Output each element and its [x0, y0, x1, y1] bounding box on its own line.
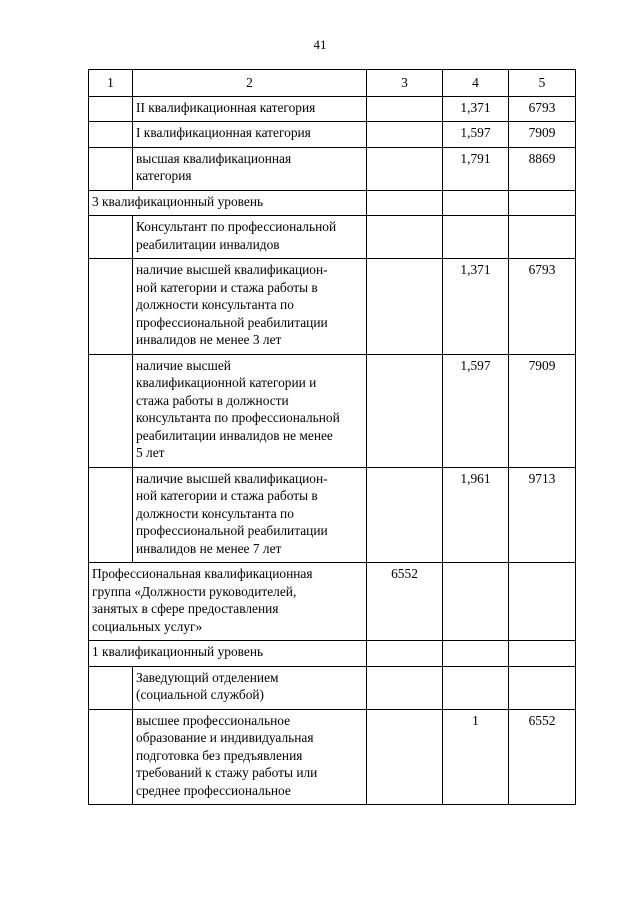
base-salary-cell — [367, 259, 443, 355]
coefficient-cell — [443, 216, 509, 259]
base-salary-cell: 6552 — [367, 563, 443, 641]
base-salary-cell — [367, 216, 443, 259]
empty-cell — [89, 467, 133, 563]
base-salary-cell — [367, 641, 443, 667]
empty-cell — [89, 259, 133, 355]
base-salary-cell — [367, 709, 443, 805]
table-group-row — [89, 190, 576, 216]
salary-cell — [509, 216, 576, 259]
coefficient-cell: 1,597 — [443, 354, 509, 467]
base-salary-cell — [367, 190, 443, 216]
page-number: 41 — [313, 37, 327, 52]
coefficient-cell — [443, 666, 509, 709]
salary-cell: 6793 — [509, 259, 576, 355]
coefficient-cell: 1,597 — [443, 122, 509, 148]
table-row — [89, 122, 576, 148]
table-group-row — [89, 641, 576, 667]
position-name-cell: I квалификационная категория — [133, 122, 367, 148]
header-cell-4: 4 — [443, 70, 509, 97]
table-row — [89, 147, 576, 190]
empty-cell — [89, 122, 133, 148]
position-name-cell: Консультант по профессиональной реабилитации инвалидов — [133, 216, 367, 259]
coefficient-cell — [443, 190, 509, 216]
position-name-cell: наличие высшей квалификацион- ной категории и стажа работы в должности консультанта по профессиональной реабилитации инвалидов не менее 7 лет — [133, 467, 367, 563]
table-group-row — [89, 563, 576, 641]
header-cell-5: 5 — [509, 70, 576, 97]
header-cell-1: 1 — [89, 70, 133, 97]
header-cell-2: 2 — [133, 70, 367, 97]
group-name-cell: 1 квалификационный уровень — [89, 641, 367, 667]
position-name-cell: II квалификационная категория — [133, 96, 367, 122]
position-name-cell: высшее профессиональное образование и индивидуальная подготовка без предъявления требований к стажу работы или среднее профессиональное — [133, 709, 367, 805]
coefficient-cell — [443, 563, 509, 641]
group-name-cell: Профессиональная квалификационная группа «Должности руководителей, занятых в сфере предоставления социальных услуг» — [89, 563, 367, 641]
salary-cell — [509, 666, 576, 709]
salary-cell — [509, 641, 576, 667]
salary-cell: 8869 — [509, 147, 576, 190]
table-header-row — [89, 70, 576, 97]
salary-cell — [509, 563, 576, 641]
salary-cell: 6793 — [509, 96, 576, 122]
table-row — [89, 216, 576, 259]
base-salary-cell — [367, 147, 443, 190]
table-row — [89, 709, 576, 805]
table-row — [89, 467, 576, 563]
salary-cell: 7909 — [509, 354, 576, 467]
group-name-cell: 3 квалификационный уровень — [89, 190, 367, 216]
table-row — [89, 354, 576, 467]
base-salary-cell — [367, 354, 443, 467]
coefficient-cell: 1 — [443, 709, 509, 805]
coefficient-cell: 1,371 — [443, 96, 509, 122]
position-name-cell: высшая квалификационная категория — [133, 147, 367, 190]
base-salary-cell — [367, 666, 443, 709]
coefficient-cell: 1,961 — [443, 467, 509, 563]
coefficient-cell: 1,371 — [443, 259, 509, 355]
empty-cell — [89, 666, 133, 709]
base-salary-cell — [367, 467, 443, 563]
table-row — [89, 96, 576, 122]
table-body — [89, 70, 576, 805]
table-row — [89, 666, 576, 709]
base-salary-cell — [367, 96, 443, 122]
salary-table — [88, 69, 576, 805]
empty-cell — [89, 147, 133, 190]
position-name-cell: наличие высшей квалификационной категории и стажа работы в должности консультанта по профессиональной реабилитации инвалидов не менее 5 лет — [133, 354, 367, 467]
empty-cell — [89, 216, 133, 259]
coefficient-cell — [443, 641, 509, 667]
salary-cell: 6552 — [509, 709, 576, 805]
salary-cell: 9713 — [509, 467, 576, 563]
table-row — [89, 259, 576, 355]
position-name-cell: Заведующий отделением (социальной службой) — [133, 666, 367, 709]
salary-cell: 7909 — [509, 122, 576, 148]
position-name-cell: наличие высшей квалификацион- ной категории и стажа работы в должности консультанта по профессиональной реабилитации инвалидов не менее 3 лет — [133, 259, 367, 355]
salary-cell — [509, 190, 576, 216]
header-cell-3: 3 — [367, 70, 443, 97]
base-salary-cell — [367, 122, 443, 148]
empty-cell — [89, 354, 133, 467]
empty-cell — [89, 96, 133, 122]
coefficient-cell: 1,791 — [443, 147, 509, 190]
empty-cell — [89, 709, 133, 805]
